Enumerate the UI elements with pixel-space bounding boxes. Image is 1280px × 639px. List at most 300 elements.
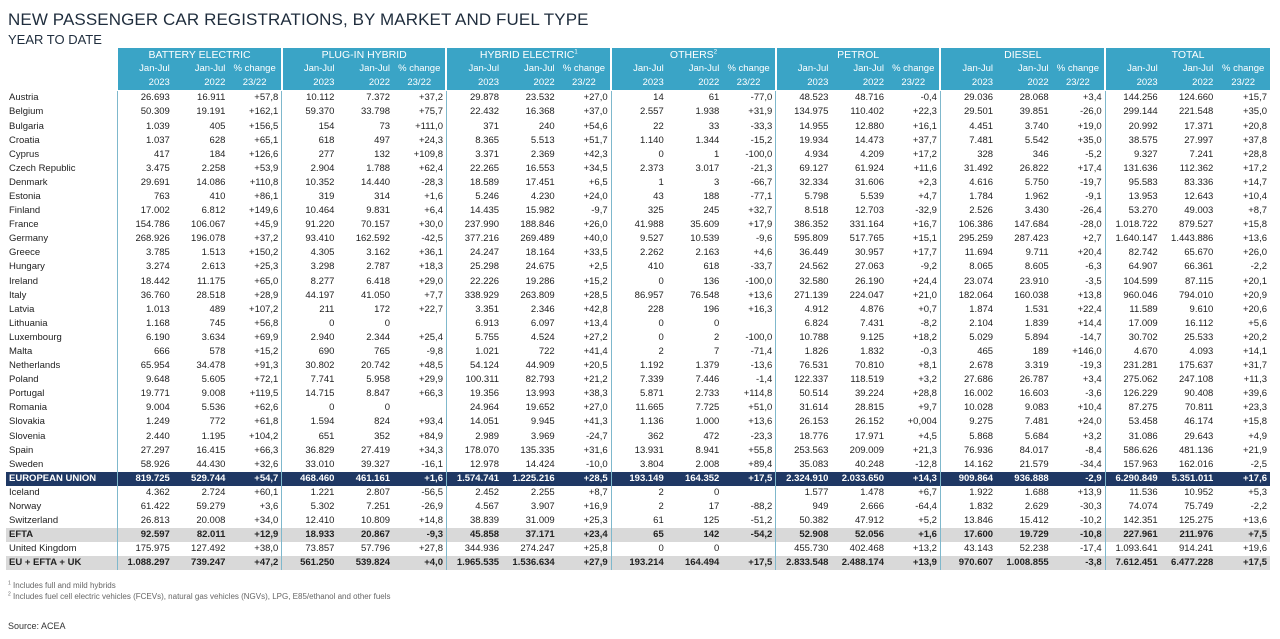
- registrations-cell: 65.954: [117, 359, 173, 373]
- registrations-cell: 76.531: [776, 359, 832, 373]
- registrations-cell: 8.847: [366, 388, 391, 400]
- registrations-cell: 3.319: [1024, 360, 1049, 372]
- registrations-cell: 147.684: [1014, 219, 1049, 231]
- column-subheader: 2023: [940, 76, 996, 91]
- registrations-cell: 5.894: [1024, 331, 1049, 343]
- registrations-cell: 20.742: [360, 360, 391, 372]
- registrations-cell: 27.297: [117, 444, 173, 458]
- registrations-cell: 17.002: [117, 204, 173, 218]
- percent-change-cell: +65,0: [254, 275, 279, 287]
- percent-change-cell: +54,7: [228, 472, 281, 486]
- percent-change-cell: +21,3: [912, 444, 937, 456]
- registrations-cell: 74.074: [1105, 500, 1161, 514]
- registrations-cell: 125: [703, 515, 720, 527]
- registrations-cell: 772: [209, 416, 226, 428]
- percent-change-cell: -42,5: [421, 233, 443, 245]
- registrations-cell: 196: [703, 303, 720, 315]
- registrations-cell: 1.594: [282, 415, 338, 429]
- registrations-cell: 240: [538, 120, 555, 132]
- registrations-cell: 517.765: [849, 233, 884, 245]
- registrations-cell: 26.693: [117, 91, 173, 106]
- registrations-cell: 7.725: [695, 402, 720, 414]
- registrations-cell: 10.464: [282, 204, 338, 218]
- registrations-cell: 44.909: [525, 360, 555, 372]
- column-subheader: 2022: [667, 76, 723, 91]
- registrations-cell: 27.997: [1184, 134, 1214, 146]
- column-subheader: 23/22: [722, 76, 775, 91]
- percent-change-cell: +37,7: [912, 134, 937, 146]
- percent-change-cell: +42,3: [583, 148, 608, 160]
- registrations-cell: 7.372: [366, 92, 391, 104]
- registrations-cell: 0: [611, 317, 667, 331]
- registrations-cell: 6.913: [446, 317, 502, 331]
- registrations-cell: 287.423: [1014, 233, 1049, 245]
- registrations-table: [6, 48, 1270, 570]
- percent-change-cell: -64,4: [915, 501, 937, 513]
- registrations-cell: 23.074: [940, 275, 996, 289]
- percent-change-cell: +37,0: [583, 106, 608, 118]
- percent-change-cell: +14,4: [1077, 317, 1102, 329]
- column-subheader: Jan-Jul: [667, 62, 723, 76]
- registrations-cell: 765: [374, 346, 391, 358]
- registrations-cell: 20.992: [1105, 119, 1161, 133]
- market-name: Spain: [9, 444, 34, 456]
- registrations-cell: 61: [708, 92, 720, 104]
- registrations-cell: 405: [209, 120, 226, 132]
- country-row: [6, 415, 1270, 429]
- registrations-cell: 14.440: [360, 176, 391, 188]
- registrations-cell: 1.574.741: [446, 472, 502, 486]
- registrations-cell: 2.104: [940, 317, 996, 331]
- registrations-cell: 5.798: [776, 190, 832, 204]
- registrations-cell: 20.867: [337, 528, 393, 542]
- percent-change-cell: -26,9: [421, 501, 443, 513]
- percent-change-cell: +54,6: [583, 120, 608, 132]
- percent-change-cell: -12,8: [915, 458, 937, 470]
- registrations-cell: 6.812: [201, 205, 226, 217]
- registrations-cell: 2.440: [117, 430, 173, 444]
- registrations-cell: 819.725: [117, 472, 173, 486]
- registrations-cell: 1.938: [695, 106, 720, 118]
- registrations-cell: 5.536: [201, 402, 226, 414]
- market-name: Norway: [9, 501, 42, 513]
- percent-change-cell: -9,1: [1085, 190, 1102, 202]
- market-name: Bulgaria: [9, 120, 44, 132]
- percent-change-cell: +61,8: [254, 416, 279, 428]
- percent-change-cell: +16,7: [912, 219, 937, 231]
- percent-change-cell: -71,4: [750, 346, 773, 358]
- registrations-cell: 2.255: [530, 486, 555, 498]
- percent-change-cell: +19,0: [1077, 120, 1102, 132]
- percent-change-cell: -30,3: [1079, 501, 1102, 513]
- registrations-cell: 188.846: [520, 219, 555, 231]
- registrations-cell: 5.302: [282, 500, 338, 514]
- registrations-cell: 31.086: [1105, 430, 1161, 444]
- percent-change-cell: +41,3: [583, 416, 608, 428]
- registrations-cell: 2.324.910: [776, 472, 832, 486]
- column-subheader: 2022: [173, 76, 229, 91]
- market-name: Switzerland: [9, 515, 59, 527]
- percent-change-cell: -8,2: [920, 317, 937, 329]
- registrations-cell: 461.161: [337, 472, 393, 486]
- percent-change-cell: +13,6: [1242, 515, 1267, 527]
- percent-change-cell: +30,0: [418, 219, 443, 231]
- registrations-cell: 5.958: [366, 374, 391, 386]
- percent-change-cell: +3,2: [918, 374, 937, 386]
- registrations-cell: 5.871: [611, 387, 667, 401]
- market-name: Denmark: [9, 176, 48, 188]
- registrations-cell: 1.531: [1024, 303, 1049, 315]
- registrations-cell: 1.008.855: [996, 556, 1052, 570]
- registrations-cell: 44.430: [196, 458, 226, 470]
- market-name: Germany: [9, 233, 49, 245]
- registrations-cell: 20.008: [196, 515, 226, 527]
- registrations-cell: 132: [374, 148, 391, 160]
- percent-change-cell: +48,5: [418, 360, 443, 372]
- percent-change-cell: +150,2: [249, 247, 279, 259]
- registrations-cell: 48.716: [854, 92, 884, 104]
- registrations-cell: 0: [714, 543, 720, 555]
- registrations-cell: 3.017: [695, 162, 720, 174]
- subheader-row-year: [6, 76, 1270, 91]
- registrations-cell: 22: [611, 119, 667, 133]
- percent-change-cell: +15,8: [1242, 219, 1267, 231]
- registrations-cell: 19.652: [525, 402, 555, 414]
- registrations-cell: 8.277: [282, 275, 338, 289]
- registrations-cell: 465: [940, 345, 996, 359]
- percent-change-cell: +35,0: [1077, 134, 1102, 146]
- group-header-label: TOTAL: [1171, 49, 1205, 62]
- registrations-cell: 8.605: [1024, 261, 1049, 273]
- country-row: [6, 458, 1270, 472]
- registrations-cell: 154.786: [117, 218, 173, 232]
- registrations-cell: 59.279: [196, 501, 226, 513]
- percent-change-cell: +60,1: [254, 486, 279, 498]
- percent-change-cell: +24,3: [418, 134, 443, 146]
- country-row: [6, 345, 1270, 359]
- registrations-cell: 28.068: [1019, 92, 1049, 104]
- registrations-cell: 2.008: [695, 458, 720, 470]
- registrations-cell: 14.424: [525, 458, 555, 470]
- registrations-cell: 15.412: [1019, 515, 1049, 527]
- registrations-cell: 949: [776, 500, 832, 514]
- registrations-cell: 362: [611, 430, 667, 444]
- percent-change-cell: +18,3: [418, 261, 443, 273]
- registrations-cell: 651: [282, 430, 338, 444]
- registrations-cell: 61: [611, 514, 667, 528]
- registrations-cell: 211.976: [1161, 528, 1217, 542]
- percent-change-cell: +75,7: [418, 106, 443, 118]
- percent-change-cell: +51,0: [748, 402, 773, 414]
- group-header: [1105, 48, 1270, 62]
- percent-change-cell: +5,2: [918, 515, 937, 527]
- registrations-cell: 3.371: [446, 148, 502, 162]
- registrations-cell: 13.931: [611, 444, 667, 458]
- registrations-cell: 19.191: [196, 106, 226, 118]
- percent-change-cell: -5,2: [1085, 148, 1102, 160]
- registrations-cell: 352: [374, 430, 391, 442]
- country-row: [6, 401, 1270, 415]
- registrations-cell: 221.548: [1178, 106, 1214, 118]
- column-subheader: 23/22: [228, 76, 281, 91]
- registrations-cell: 29.501: [940, 105, 996, 119]
- registrations-cell: 16.911: [197, 92, 226, 104]
- registrations-cell: 628: [209, 134, 226, 146]
- registrations-cell: 7.339: [611, 373, 667, 387]
- registrations-cell: 19.356: [446, 387, 502, 401]
- country-row: [6, 218, 1270, 232]
- registrations-cell: 4.209: [860, 148, 884, 160]
- registrations-cell: 11.694: [940, 246, 996, 260]
- registrations-cell: 65: [611, 528, 667, 542]
- registrations-cell: 106.386: [940, 218, 996, 232]
- percent-change-cell: +17,7: [912, 247, 937, 259]
- registrations-cell: 73.857: [282, 542, 338, 556]
- registrations-cell: 106.067: [191, 219, 226, 231]
- percent-change-cell: +24,0: [583, 190, 608, 202]
- percent-change-cell: +34,3: [418, 444, 443, 456]
- registrations-cell: 529.744: [173, 472, 229, 486]
- percent-change-cell: +35,0: [1242, 106, 1267, 118]
- percent-change-cell: +13,2: [912, 543, 937, 555]
- registrations-cell: 11.665: [611, 401, 667, 415]
- percent-change-cell: [722, 317, 775, 331]
- percent-change-cell: -3,8: [1052, 556, 1105, 570]
- percent-change-cell: +29,9: [418, 374, 443, 386]
- percent-change-cell: +10,4: [1242, 190, 1267, 202]
- registrations-cell: 666: [117, 345, 173, 359]
- registrations-cell: 1.249: [117, 415, 173, 429]
- registrations-cell: 26.153: [776, 415, 832, 429]
- registrations-cell: 26.190: [854, 275, 884, 287]
- market-name: Belgium: [9, 106, 44, 118]
- registrations-cell: 39.327: [360, 458, 391, 470]
- market-name: Ireland: [9, 275, 39, 287]
- percent-change-cell: +53,9: [254, 162, 279, 174]
- column-subheader: 2022: [1161, 76, 1217, 91]
- percent-change-cell: +20,1: [1242, 275, 1267, 287]
- market-name: Finland: [9, 205, 41, 217]
- registrations-cell: 19.934: [776, 134, 832, 148]
- registrations-cell: 295.259: [940, 232, 996, 246]
- country-row: [6, 134, 1270, 148]
- registrations-cell: 1.037: [117, 134, 173, 148]
- column-subheader: 2023: [611, 76, 667, 91]
- registrations-cell: 6.290.849: [1105, 472, 1161, 486]
- percent-change-cell: +24,4: [912, 275, 937, 287]
- registrations-cell: 0: [384, 317, 391, 329]
- percent-change-cell: +23,3: [1242, 402, 1267, 414]
- percent-change-cell: +66,3: [418, 388, 443, 400]
- percent-change-cell: +6,7: [918, 486, 937, 498]
- registrations-cell: 104.599: [1105, 275, 1161, 289]
- registrations-cell: 2.807: [366, 486, 391, 498]
- percent-change-cell: +62,6: [254, 402, 279, 414]
- percent-change-cell: +47,2: [228, 556, 281, 570]
- registrations-cell: 43: [611, 190, 667, 204]
- percent-change-cell: +10,4: [1077, 402, 1102, 414]
- country-row: [6, 246, 1270, 260]
- registrations-cell: 9.527: [611, 232, 667, 246]
- percent-change-cell: +13,9: [1077, 486, 1102, 498]
- market-name: France: [9, 219, 39, 231]
- registrations-cell: 1.577: [776, 486, 832, 500]
- registrations-cell: 299.144: [1105, 105, 1161, 119]
- country-row: [6, 514, 1270, 528]
- registrations-cell: 224.047: [849, 289, 884, 301]
- registrations-cell: 1.965.535: [446, 556, 502, 570]
- percent-change-cell: +65,1: [254, 134, 279, 146]
- percent-change-cell: +3,2: [1082, 430, 1102, 442]
- percent-change-cell: +91,3: [254, 360, 279, 372]
- percent-change-cell: -54,2: [722, 528, 775, 542]
- percent-change-cell: -9,7: [591, 205, 608, 217]
- percent-change-cell: +0,7: [918, 303, 937, 315]
- market-name: Austria: [9, 92, 39, 104]
- footnote-text: Includes full and mild hybrids: [13, 581, 116, 590]
- footnote-marker: 2: [713, 49, 718, 56]
- percent-change-cell: -21,3: [750, 162, 773, 174]
- registrations-cell: 26.813: [117, 514, 173, 528]
- percent-change-cell: +22,4: [1077, 303, 1102, 315]
- registrations-cell: 12.410: [282, 514, 338, 528]
- registrations-cell: 5.513: [530, 134, 555, 146]
- registrations-cell: 745: [209, 317, 226, 329]
- column-subheader: 2022: [996, 76, 1052, 91]
- registrations-cell: 154: [282, 119, 338, 133]
- percent-change-cell: +86,1: [254, 190, 279, 202]
- group-header: [446, 48, 611, 62]
- percent-change-cell: +17,5: [722, 556, 775, 570]
- column-subheader: 23/22: [393, 76, 446, 91]
- market-name: United Kingdom: [9, 543, 77, 555]
- registrations-cell: 31.492: [940, 162, 996, 176]
- column-subheader: Jan-Jul: [940, 62, 996, 76]
- percent-change-cell: +51,7: [583, 134, 608, 146]
- registrations-cell: 1.536.634: [502, 556, 558, 570]
- registrations-cell: 70.157: [360, 219, 391, 231]
- percent-change-cell: +28,9: [254, 289, 279, 301]
- registrations-cell: 58.926: [117, 458, 173, 472]
- registrations-cell: 14.715: [282, 387, 338, 401]
- registrations-cell: 2.787: [366, 261, 391, 273]
- registrations-cell: 14.162: [940, 458, 996, 472]
- registrations-cell: 57.796: [360, 543, 391, 555]
- registrations-cell: 4.524: [530, 331, 555, 343]
- percent-change-cell: +14,1: [1242, 346, 1267, 358]
- group-header: [117, 48, 282, 62]
- registrations-cell: 12.703: [854, 205, 884, 217]
- registrations-cell: 3.274: [117, 260, 173, 274]
- registrations-cell: 410: [209, 190, 226, 202]
- registrations-cell: 17.009: [1105, 317, 1161, 331]
- percent-change-cell: +26,0: [583, 219, 608, 231]
- percent-change-cell: +38,3: [583, 388, 608, 400]
- registrations-cell: 4.876: [860, 303, 884, 315]
- registrations-cell: 1.784: [940, 190, 996, 204]
- market-name: Portugal: [9, 388, 45, 400]
- registrations-cell: 824: [374, 416, 391, 428]
- group-header: [776, 48, 941, 62]
- group-header-label: PLUG-IN HYBRID: [321, 49, 407, 62]
- registrations-cell: 2.989: [446, 430, 502, 444]
- percent-change-cell: +27,9: [558, 556, 611, 570]
- column-subheader: Jan-Jul: [282, 62, 338, 76]
- registrations-cell: 16.368: [525, 106, 555, 118]
- column-subheader: % change: [722, 62, 775, 76]
- market-name: Italy: [9, 289, 27, 301]
- registrations-cell: 162.592: [355, 233, 391, 245]
- registrations-cell: 188: [703, 190, 720, 202]
- registrations-cell: 30.802: [282, 359, 338, 373]
- source-note: Source: ACEA: [8, 621, 66, 631]
- percent-change-cell: +1,6: [887, 528, 940, 542]
- percent-change-cell: +25,8: [583, 543, 608, 555]
- registrations-cell: 2.526: [940, 204, 996, 218]
- percent-change-cell: +4,0: [393, 556, 446, 570]
- registrations-cell: 2.557: [611, 105, 667, 119]
- percent-change-cell: +31,6: [583, 444, 608, 456]
- registrations-cell: 64.907: [1105, 260, 1161, 274]
- registrations-cell: 4.093: [1189, 346, 1214, 358]
- registrations-cell: 12.978: [446, 458, 502, 472]
- percent-change-cell: +3,4: [1082, 374, 1102, 386]
- registrations-cell: 9.275: [940, 415, 996, 429]
- percent-change-cell: +15,2: [583, 275, 608, 287]
- registrations-cell: 3.298: [282, 260, 338, 274]
- registrations-cell: 371: [446, 119, 502, 133]
- percent-change-cell: +62,4: [418, 162, 443, 174]
- registrations-cell: 73: [379, 120, 391, 132]
- percent-change-cell: +4,6: [753, 247, 773, 259]
- registrations-cell: 4.616: [940, 176, 996, 190]
- registrations-cell: 7.481: [1024, 416, 1049, 428]
- registrations-cell: 90.408: [1184, 388, 1214, 400]
- registrations-cell: 10.809: [360, 515, 391, 527]
- registrations-cell: 539.824: [337, 556, 393, 570]
- column-subheader: 2022: [502, 76, 558, 91]
- registrations-cell: 7.241: [1189, 148, 1214, 160]
- percent-change-cell: -9,8: [426, 346, 443, 358]
- registrations-cell: 2.940: [282, 331, 338, 345]
- registrations-cell: 86.957: [611, 289, 667, 303]
- registrations-cell: 497: [374, 134, 391, 146]
- percent-change-cell: -13,6: [750, 360, 773, 372]
- percent-change-cell: +162,1: [249, 106, 279, 118]
- percent-change-cell: +8,7: [588, 486, 608, 498]
- percent-change-cell: -0,4: [920, 92, 937, 104]
- percent-change-cell: +31,7: [1242, 360, 1267, 372]
- registrations-cell: 2.678: [940, 359, 996, 373]
- registrations-cell: 49.003: [1184, 205, 1214, 217]
- registrations-cell: 1.874: [940, 303, 996, 317]
- registrations-cell: 618: [282, 134, 338, 148]
- country-row: [6, 331, 1270, 345]
- registrations-cell: 26.822: [1019, 162, 1049, 174]
- percent-change-cell: +15,8: [1242, 416, 1267, 428]
- group-header-label: PETROL: [837, 49, 880, 62]
- registrations-cell: 33.010: [282, 458, 338, 472]
- registrations-cell: 22.265: [446, 162, 502, 176]
- registrations-cell: 1.195: [201, 430, 226, 442]
- registrations-cell: 9.610: [1189, 303, 1214, 315]
- group-header-row: [6, 48, 1270, 62]
- registrations-cell: 11.536: [1105, 486, 1161, 500]
- percent-change-cell: -24,7: [585, 430, 608, 442]
- registrations-cell: 1.225.216: [502, 472, 558, 486]
- group-header: [940, 48, 1105, 62]
- registrations-cell: 9.648: [117, 373, 173, 387]
